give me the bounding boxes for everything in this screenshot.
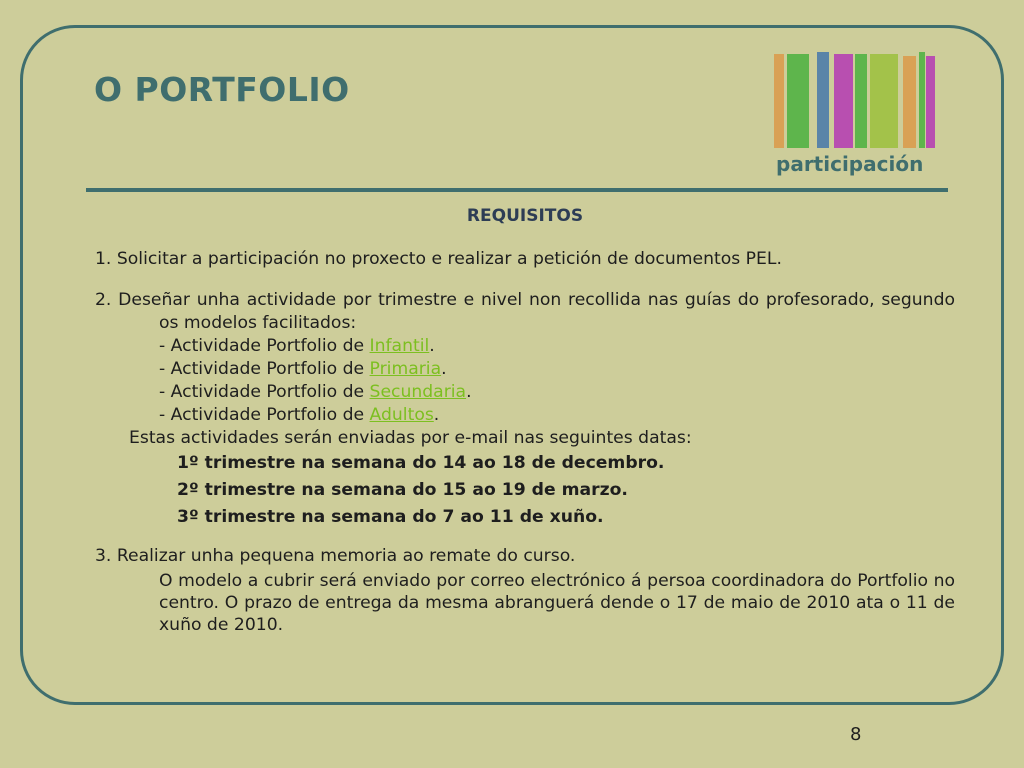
page-number: 8 [850, 724, 862, 745]
barcode-bar [787, 54, 809, 148]
activity-link-primaria[interactable]: Primaria [369, 359, 442, 379]
activity-list [95, 335, 955, 427]
barcode-bar [855, 54, 867, 148]
activity-item [95, 381, 955, 404]
activity-item [95, 404, 955, 427]
brand-label: participación [776, 152, 924, 176]
activity-item [95, 358, 955, 381]
barcode-bar [817, 52, 829, 148]
barcode-bar [774, 54, 784, 148]
activity-item [95, 335, 955, 358]
activity-link-infantil[interactable]: Infantil [369, 336, 430, 356]
activity-suffix: . [441, 359, 447, 379]
requirements-heading: REQUISITOS [466, 206, 584, 226]
slide-title: O PORTFOLIO [94, 70, 350, 109]
activity-link-secundaria[interactable]: Secundaria [369, 382, 467, 402]
activity-prefix: - Actividade Portfolio de [159, 359, 365, 379]
title-divider [86, 188, 948, 192]
trimester-date: 2º trimestre na semana do 15 ao 19 de marzo. [177, 480, 628, 500]
activity-link-adultos[interactable]: Adultos [369, 405, 434, 425]
activity-prefix: - Actividade Portfolio de [159, 336, 365, 356]
emails-intro: Estas actividades serán enviadas por e-mail nas seguintes datas: [129, 428, 692, 448]
activity-suffix: . [466, 382, 472, 402]
barcode-logo [774, 52, 936, 148]
requirement-3-detail: O modelo a cubrir será enviado por correo electrónico á persoa coordinadora do Portfolio no centro. O prazo de entrega da mesma abranguerá dende o 17 de maio de 2010 ata o 11 de xuño de 2010. [159, 571, 955, 635]
activity-suffix: . [429, 336, 435, 356]
requirement-1: 1. Solicitar a participación no proxecto e realizar a petición de documentos PEL. [95, 249, 782, 269]
activity-prefix: - Actividade Portfolio de [159, 405, 365, 425]
trimester-date: 1º trimestre na semana do 14 ao 18 de decembro. [177, 453, 665, 473]
barcode-bar [919, 52, 925, 148]
activity-prefix: - Actividade Portfolio de [159, 382, 365, 402]
requirement-3: 3. Realizar unha pequena memoria ao remate do curso. [95, 546, 576, 566]
barcode-bar [834, 54, 853, 148]
barcode-bar [903, 56, 916, 148]
requirement-2: 2. Deseñar unha actividade por trimestre e nivel non recollida nas guías do profesorado, segundo os modelos facilitados: [95, 290, 955, 333]
slide-content [95, 205, 955, 636]
activity-suffix: . [433, 405, 440, 425]
trimester-date: 3º trimestre na semana do 7 ao 11 de xuño. [177, 507, 604, 527]
barcode-bar [870, 54, 898, 148]
barcode-bar [926, 56, 935, 148]
date-list [95, 450, 955, 531]
